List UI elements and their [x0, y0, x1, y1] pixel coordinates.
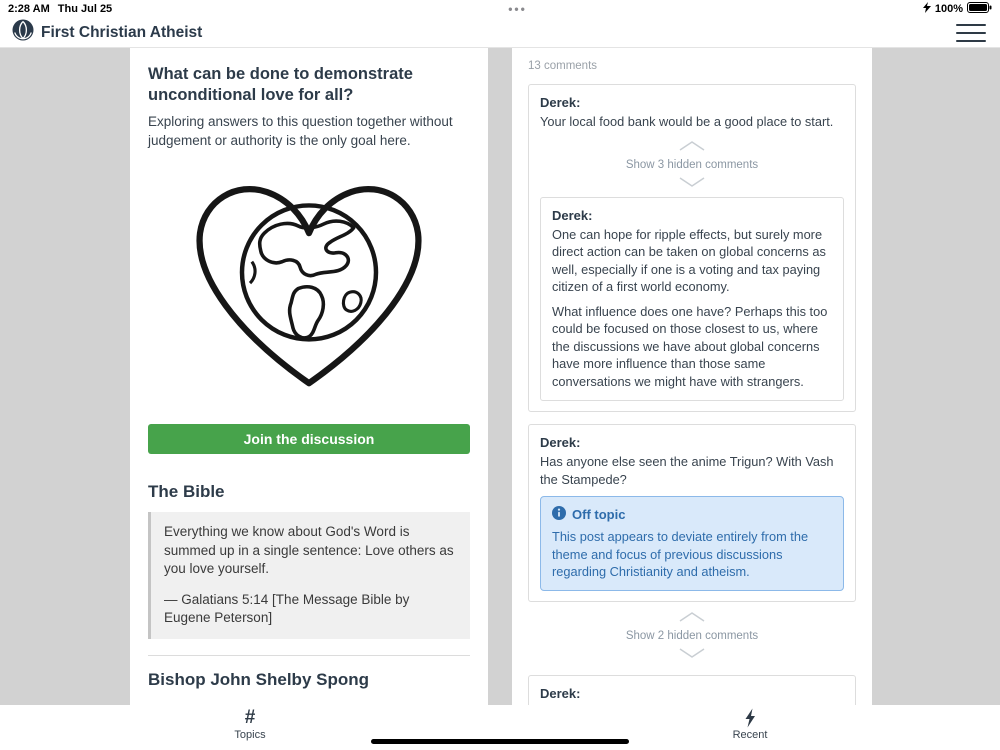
bible-quote-attribution: — Galatians 5:14 [The Message Bible by Eugene Peterson]	[164, 591, 410, 625]
section-heading-spong: Bishop John Shelby Spong	[148, 669, 369, 689]
home-indicator[interactable]	[371, 739, 629, 744]
chevron-down-icon	[528, 645, 856, 663]
bottom-tab-bar	[0, 705, 1000, 750]
comment-text: One can hope for ripple effects, but surely more direct action can be taken on global concerns as well, especially if one is a voting and tax paying citizen of a first world economy.	[552, 226, 826, 294]
bible-quote-text: Everything we know about God's Word is summed up in a single sentence: Love others as you love yourself.	[164, 524, 454, 576]
show-hidden-comments-label: Show 3 hidden comments	[625, 158, 759, 171]
comment-author: Derek:	[540, 435, 581, 450]
off-topic-body: This post appears to deviate entirely from the theme and focus of previous discussions regarding Christianity and atheism.	[552, 529, 809, 579]
heart-earth-illustration	[175, 158, 443, 394]
comment-card	[528, 675, 856, 706]
comment-author: Derek:	[540, 685, 581, 701]
comment-reply-card	[540, 197, 844, 402]
charging-bolt-icon	[923, 2, 931, 16]
chevron-up-icon	[540, 138, 844, 156]
info-icon	[552, 506, 566, 523]
hamburger-menu-icon[interactable]	[954, 20, 988, 46]
topic-description: Exploring answers to this question together without judgement or authority is the only goal here.	[148, 114, 453, 148]
comment-text: Has anyone else seen the anime Trigun? With Vash the Stampede?	[540, 454, 834, 487]
comment-card	[528, 424, 856, 602]
topic-title: What can be done to demonstrate unconditional love for all?	[148, 65, 413, 104]
status-time: 2:28 AM	[8, 3, 50, 15]
status-bar	[0, 0, 1000, 18]
comment-card	[528, 84, 856, 412]
tab-topics-label: Topics	[234, 729, 266, 741]
battery-percent: 100%	[934, 3, 963, 15]
section-heading-bible: The Bible	[148, 482, 225, 501]
show-hidden-comments-toggle[interactable]	[540, 138, 844, 192]
lightning-bolt-icon	[743, 708, 757, 728]
show-hidden-comments-label: Show 2 hidden comments	[625, 629, 759, 642]
off-topic-title: Off topic	[572, 507, 626, 522]
comment-author: Derek:	[552, 207, 593, 223]
app-header	[0, 18, 1000, 48]
comment-text: Your local food bank would be a good place to start.	[540, 114, 834, 129]
main-content	[0, 48, 1000, 705]
comments-panel[interactable]	[512, 48, 872, 705]
app-logo-icon	[12, 19, 34, 46]
comments-count: 13 comments	[528, 60, 598, 72]
app-brand	[12, 19, 202, 46]
chevron-down-icon	[540, 174, 844, 192]
tab-recent-label: Recent	[732, 729, 768, 741]
battery-icon	[967, 2, 992, 16]
status-date: Thu Jul 25	[57, 3, 113, 15]
chevron-up-icon	[528, 609, 856, 627]
comment-text: What influence does one have? Perhaps this too could be focused on those closest to us, where the discussions we have about global concerns have more influence than those same conversations we might have with strangers.	[552, 303, 828, 389]
show-hidden-comments-toggle[interactable]	[528, 609, 856, 663]
hash-icon: #	[244, 707, 256, 728]
comment-author: Derek:	[540, 95, 581, 110]
status-menu-dots-icon: •••	[508, 2, 527, 16]
app-title: First Christian Atheist	[41, 23, 203, 41]
off-topic-notice	[540, 496, 844, 591]
join-discussion-button[interactable]: Join the discussion	[148, 424, 470, 454]
bible-quote-block	[148, 512, 470, 639]
section-divider	[148, 655, 470, 656]
topic-panel[interactable]	[130, 48, 488, 705]
